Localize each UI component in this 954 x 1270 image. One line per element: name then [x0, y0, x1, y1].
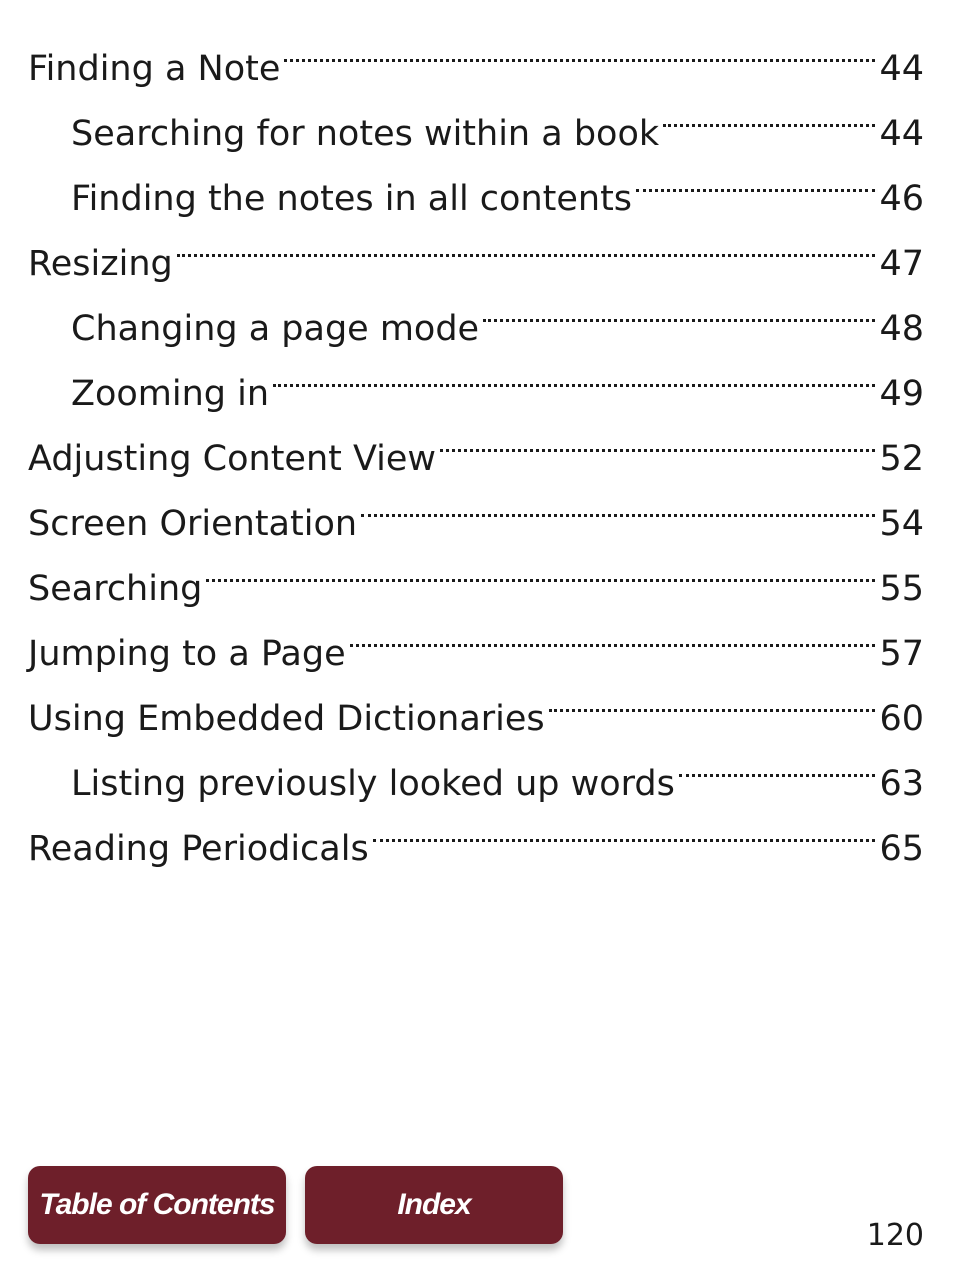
toc-entry-title: Finding the notes in all contents [71, 179, 633, 219]
dot-leader [636, 145, 875, 210]
toc-entry-page: 54 [879, 504, 924, 544]
toc-entry-page: 44 [879, 49, 924, 89]
table-of-contents-button[interactable] [28, 1166, 286, 1244]
toc-entry-page: 55 [879, 569, 924, 609]
dot-leader [350, 600, 876, 665]
toc-entry-title: Screen Orientation [28, 504, 358, 544]
toc-entry-page: 65 [879, 829, 924, 869]
dot-leader [273, 340, 875, 405]
page-number: 120 [866, 1218, 924, 1253]
dot-leader [440, 405, 875, 470]
toc-entry-title: Adjusting Content View [28, 439, 437, 479]
dot-leader [663, 80, 875, 145]
toc-entry-title: Jumping to a Page [28, 634, 346, 674]
index-button-label: Index [397, 1188, 471, 1221]
dot-leader [206, 535, 875, 600]
toc-entry-page: 47 [879, 244, 924, 284]
table-of-contents-button-label: Table of Contents [39, 1188, 275, 1221]
toc-entry-page: 48 [879, 309, 924, 349]
toc-entry-title: Finding a Note [28, 49, 281, 89]
toc-entry-page: 46 [879, 179, 924, 219]
dot-leader [177, 210, 876, 275]
toc-entry-title: Searching for notes within a book [71, 114, 660, 154]
index-button[interactable] [305, 1166, 563, 1244]
toc-entry-title: Resizing [28, 244, 173, 284]
toc-entry-title: Using Embedded Dictionaries [28, 699, 545, 739]
toc-entry-page: 63 [879, 764, 924, 804]
dot-leader [483, 275, 875, 340]
dot-leader [284, 15, 875, 80]
dot-leader [549, 665, 876, 730]
dot-leader [679, 730, 876, 795]
toc-entry-title: Searching [28, 569, 203, 609]
toc-entry-finding-a-note[interactable] [28, 15, 924, 89]
dot-leader [373, 795, 876, 860]
toc-entry-page: 44 [879, 114, 924, 154]
dot-leader [361, 470, 875, 535]
toc-entry-title: Changing a page mode [71, 309, 480, 349]
table-of-contents-list [28, 15, 924, 869]
toc-entry-title: Zooming in [71, 374, 270, 414]
toc-entry-page: 57 [879, 634, 924, 674]
toc-entry-title: Listing previously looked up words [71, 764, 675, 804]
toc-entry-page: 49 [879, 374, 924, 414]
toc-entry-page: 60 [879, 699, 924, 739]
toc-entry-title: Reading Periodicals [28, 829, 369, 869]
toc-entry-page: 52 [879, 439, 924, 479]
